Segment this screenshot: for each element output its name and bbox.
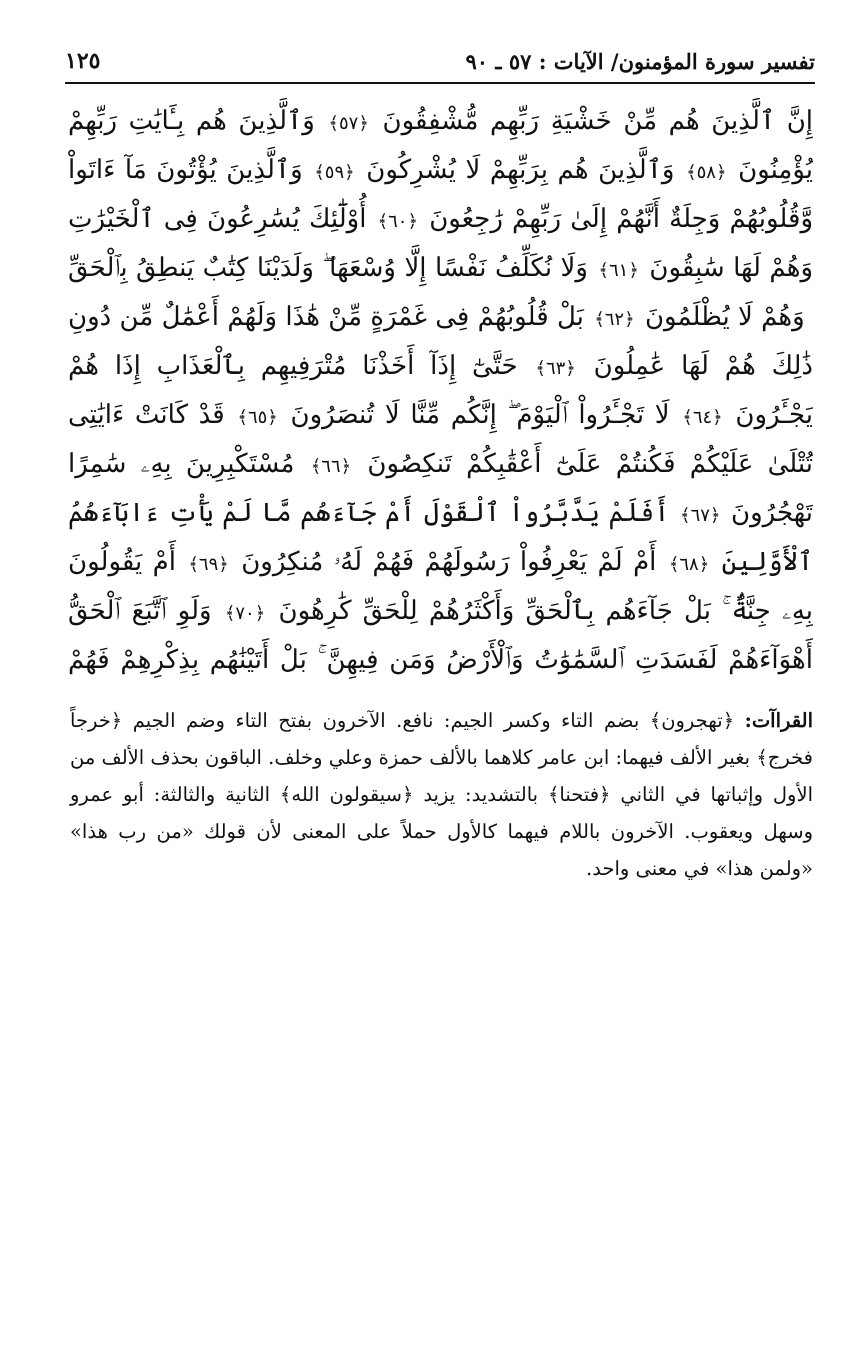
verse-number-marker: ﴿٦٦﴾: [310, 456, 352, 477]
header-rule: [65, 82, 815, 84]
verse-text: وَلَا نُكَلِّفُ نَفْسًا إِلَّا وُسْعَهَا ۖ وَلَدَيْنَا كِتَٰبٌ يَنطِقُ بِٱلْحَقِّ ۚ وَهُمْ لَا يُظْلَمُونَ: [68, 253, 813, 332]
verse-text: أَمْ لَمْ يَعْرِفُواْ رَسُولَهُمْ فَهُمْ لَهُۥ مُنكِرُونَ: [241, 547, 657, 577]
verse-number-marker: ﴿٧٠﴾: [224, 603, 266, 624]
readings-section: [70, 702, 813, 887]
verse-number-marker: ﴿٥٧﴾: [328, 113, 369, 134]
verse-text: أَمْ يَقُولُونَ بِهِۦ جِنَّةٌۢ ۚ بَلْ جَآءَهُم بِٱلْحَقِّ وَأَكْثَرُهُمْ لِلْحَقِّ كَٰرِهُونَ: [68, 547, 813, 626]
verse-number-marker: ﴿٦٩﴾: [188, 554, 229, 575]
verse-text: وَلَوِ ٱتَّبَعَ ٱلْحَقُّ أَهْوَآءَهُمْ لَفَسَدَتِ ٱلسَّمَٰوَٰتُ وَٱلْأَرْضُ وَمَن فِيهِنَّ ۚ بَلْ أَتَيْنَٰهُم بِذِكْرِهِمْ فَهُمْ: [68, 596, 813, 675]
page-header: [65, 42, 815, 80]
quran-text-block: [68, 98, 813, 683]
verse-number-marker: ﴿٥٩﴾: [314, 162, 355, 183]
verse-number-marker: ﴿٦٨﴾: [668, 554, 710, 575]
verse-number-marker: ﴿٦٣﴾: [535, 358, 576, 379]
verse-number-marker: ﴿٥٨﴾: [686, 162, 727, 183]
verse-text: حَتَّىٰٓ إِذَآ أَخَذْنَا مُتْرَفِيهِم بِٱلْعَذَابِ إِذَا هُمْ يَجْـَٔرُونَ: [68, 351, 813, 430]
verse-text: مُسْتَكْبِرِينَ بِهِۦ سَٰمِرًا تَهْجُرُونَ: [68, 449, 813, 528]
running-title: تفسير سورة المؤمنون/ الآيات : ٥٧ ـ ٩٠: [465, 48, 815, 74]
verse-text: وَٱلَّذِينَ هُم بِـَٔايَٰتِ رَبِّهِمْ يُؤْمِنُونَ: [68, 106, 813, 185]
verse-number-marker: ﴿٦٢﴾: [594, 309, 635, 330]
verse-text: أَفَلَمْ يَدَّبَّرُواْ ٱلْقَوْلَ أَمْ جَآءَهُم مَّا لَمْ يَأْتِ ءَابَآءَهُمُ ٱلْأَوَّلِينَ: [68, 498, 813, 577]
verse-text: قَدْ كَانَتْ ءَايَٰتِى تُتْلَىٰ عَلَيْكُمْ فَكُنتُمْ عَلَىٰٓ أَعْقَٰبِكُمْ تَنكِصُونَ: [68, 400, 813, 479]
page-number: ١٢٥: [65, 48, 101, 74]
readings-text: ﴿تهجرون﴾ بضم التاء وكسر الجيم: نافع. الآخرون بفتح التاء وضم الجيم ﴿خرجاً فخرج﴾ بغير الألف فيهما: ابن عامر كلاهما بالألف حمزة وعلي وخلف. الباقون بحذف الألف من الأول وإثباتها في الثاني ﴿فتحنا﴾ بالتشديد: يزيد ﴿سيقولون الله﴾ الثانية والثالثة: أبو عمرو وسهل ويعقوب. الآخرون باللام فيهما كالأول حملاً على المعنى لأن قولك «من رب هذا» «ولمن هذا» في معنى واحد.: [70, 709, 813, 880]
verse-text: أُوْلَٰٓئِكَ يُسَٰرِعُونَ فِى ٱلْخَيْرَٰتِ وَهُمْ لَهَا سَٰبِقُونَ: [68, 204, 813, 283]
verse-text: لَا تَجْـَٔرُواْ ٱلْيَوْمَ ۖ إِنَّكُم مِّنَّا لَا تُنصَرُونَ: [290, 400, 670, 430]
readings-label: القراآت:: [744, 709, 813, 732]
verse-number-marker: ﴿٦٤﴾: [682, 407, 723, 428]
verse-text: إِنَّ ٱلَّذِينَ هُم مِّنْ خَشْيَةِ رَبِّهِم مُّشْفِقُونَ: [382, 106, 813, 136]
verse-text: بَلْ قُلُوبُهُمْ فِى غَمْرَةٍ مِّنْ هَٰذَا وَلَهُمْ أَعْمَٰلٌ مِّن دُونِ ذَٰلِكَ هُمْ لَهَا عَٰمِلُونَ: [68, 302, 813, 381]
verse-number-marker: ﴿٦٧﴾: [680, 505, 721, 526]
verse-number-marker: ﴿٦٠﴾: [377, 211, 419, 232]
verse-text: وَٱلَّذِينَ هُم بِرَبِّهِمْ لَا يُشْرِكُونَ: [366, 155, 675, 185]
verse-number-marker: ﴿٦٥﴾: [237, 407, 278, 428]
verse-text: وَٱلَّذِينَ يُؤْتُونَ مَآ ءَاتَواْ وَّقُلُوبُهُمْ وَجِلَةٌ أَنَّهُمْ إِلَىٰ رَبِّهِمْ رَٰجِعُونَ: [68, 155, 813, 234]
verse-number-marker: ﴿٦١﴾: [598, 260, 639, 281]
